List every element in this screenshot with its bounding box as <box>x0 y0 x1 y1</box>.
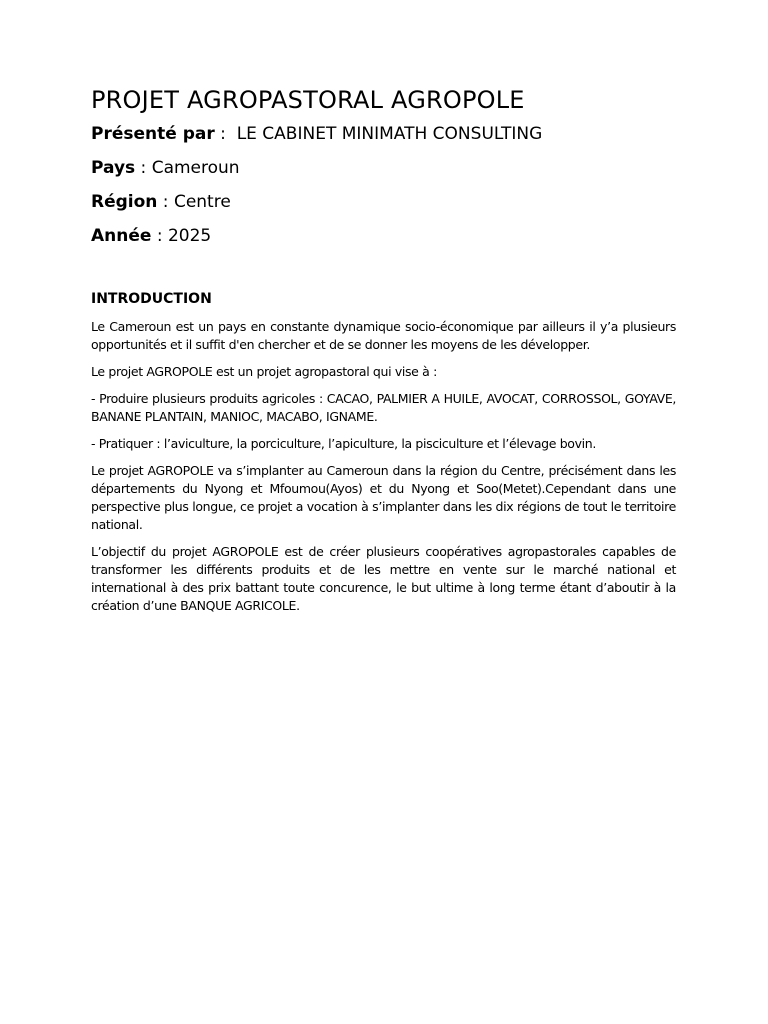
document-title: PROJET AGROPASTORAL AGROPOLE <box>91 86 525 114</box>
intro-paragraph: Le Cameroun est un pays en constante dynamique socio-économique par ailleurs il y’a plusieurs opportunités et il suffit d'en chercher et de se donner les moyens de les développer. <box>91 319 676 352</box>
meta-region <box>91 191 676 213</box>
objective-paragraph: L’objectif du projet AGROPOLE est de créer plusieurs coopératives agropastorales capables de transformer les différents produits et de les mettre en vente sur le marché national et international à des prix battant toute concurence, le but ultime à long terme étant d’aboutir à la création d’une BANQUE AGRICOLE. <box>91 544 676 613</box>
section-heading: INTRODUCTION <box>91 291 212 307</box>
location-paragraph: Le projet AGROPOLE va s’implanter au Cameroun dans la région du Centre, précisément dans les départements du Nyong et Mfoumou(Ayos) et du Nyong et Soo(Metet).Cependant dans une perspective plus longue, ce projet a vocation à s’implanter dans les dix régions de tout le territoire national. <box>91 463 676 532</box>
meta-value: Cameroun <box>151 158 240 178</box>
meta-label: Année <box>91 226 152 246</box>
meta-value: LE CABINET MINIMATH CONSULTING <box>236 124 543 144</box>
meta-separator: : <box>157 192 174 212</box>
meta-label: Pays <box>91 158 136 178</box>
meta-label: Région <box>91 192 158 212</box>
meta-year <box>91 225 676 247</box>
meta-label: Présenté par <box>91 124 215 144</box>
crops-paragraph: - Produire plusieurs produits agricoles : CACAO, PALMIER A HUILE, AVOCAT, CORROSSOL, GOYAVE, BANANE PLANTAIN, MANIOC, MACABO, IGNAME. <box>91 391 676 424</box>
meta-country <box>91 157 676 179</box>
project-aim-paragraph: Le projet AGROPOLE est un projet agropastoral qui vise à : <box>91 364 437 379</box>
meta-separator: : <box>151 226 168 246</box>
livestock-paragraph: - Pratiquer : l’aviculture, la porciculture, l’apiculture, la pisciculture et l’élevage bovin. <box>91 436 596 451</box>
meta-presented-by <box>91 123 676 145</box>
meta-value: 2025 <box>167 226 212 246</box>
meta-separator: : <box>214 124 237 144</box>
document-page <box>91 84 676 624</box>
meta-value: Centre <box>173 192 231 212</box>
meta-separator: : <box>135 158 152 178</box>
